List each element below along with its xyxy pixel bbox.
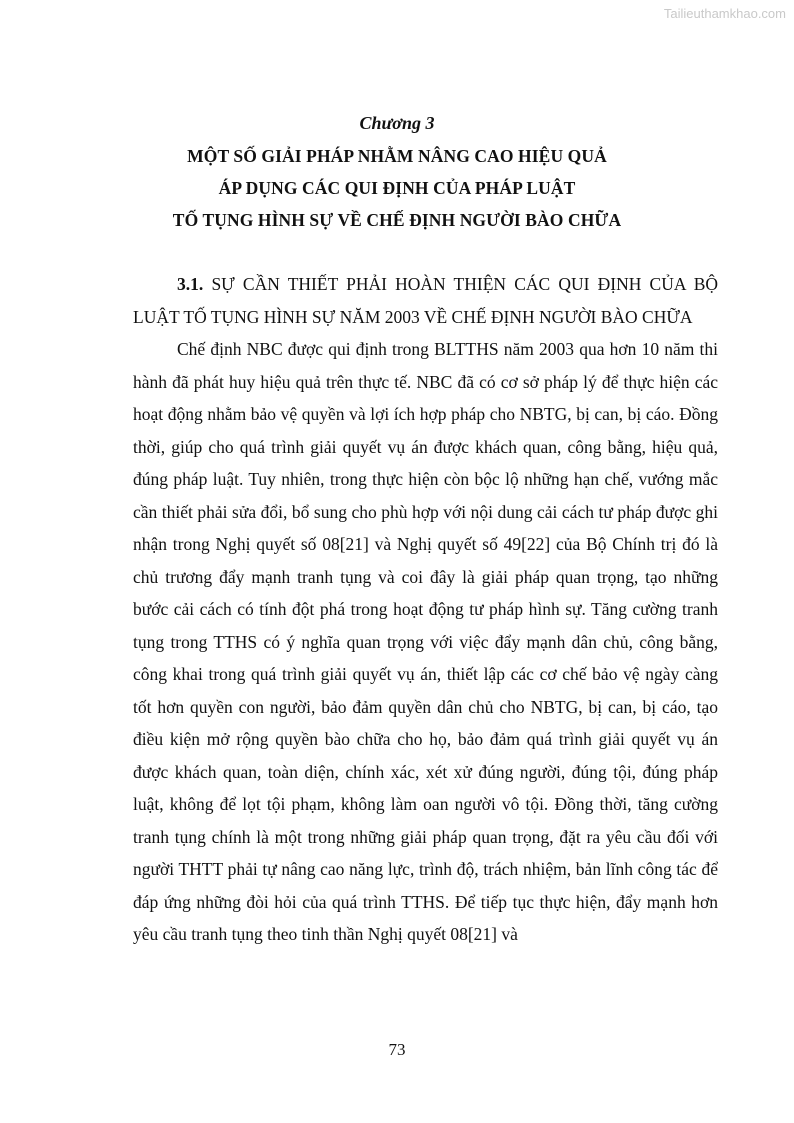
chapter-title-line-3: TỐ TỤNG HÌNH SỰ VỀ CHẾ ĐỊNH NGƯỜI BÀO CHỮA	[172, 210, 622, 230]
chapter-label: Chương 3	[359, 113, 435, 133]
chapter-title-line-2: ÁP DỤNG CÁC QUI ĐỊNH CỦA PHÁP LUẬT	[218, 178, 576, 198]
chapter-title-line-1: MỘT SỐ GIẢI PHÁP NHẰM NÂNG CAO HIỆU QUẢ	[187, 146, 607, 166]
watermark-text: Tailieuthamkhao.com	[663, 6, 786, 21]
section-heading	[133, 268, 718, 333]
section-heading-text: SỰ CẦN THIẾT PHẢI HOÀN THIỆN CÁC QUI ĐỊNH CỦA BỘ LUẬT TỐ TỤNG HÌNH SỰ NĂM 2003 VỀ CHẾ ĐỊNH NGƯỜI BÀO CHỮA	[133, 274, 719, 327]
section-number: 3.1.	[177, 274, 204, 294]
page-number: 73	[388, 1040, 406, 1059]
body-paragraph: Chế định NBC được qui định trong BLTTHS năm 2003 qua hơn 10 năm thi hành đã phát huy hiệu quả trên thực tế. NBC đã có cơ sở pháp lý để thực hiện các hoạt động nhằm bảo vệ quyền và lợi ích hợp pháp cho NBTG, bị can, bị cáo. Đồng thời, giúp cho quá trình giải quyết vụ án được khách quan, công bằng, hiệu quả, đúng pháp luật. Tuy nhiên, trong thực hiện còn bộc lộ những hạn chế, vướng mắc cần thiết phải sửa đổi, bổ sung cho phù hợp với nội dung cải cách tư pháp được ghi nhận trong Nghị quyết số 08[21] và Nghị quyết số 49[22] của Bộ Chính trị đó là chủ trương đẩy mạnh tranh tụng và coi đây là giải pháp quan trọng, tạo những bước cải cách có tính đột phá trong hoạt động tư pháp hình sự. Tăng cường tranh tụng trong TTHS có ý nghĩa quan trọng với việc đẩy mạnh dân chủ, công bằng, công khai trong quá trình giải quyết vụ án, thiết lập các cơ chế bảo vệ ngày càng tốt hơn quyền con người, bảo đảm quyền dân chủ cho NBTG, bị can, bị cáo, tạo điều kiện mở rộng quyền bào chữa cho họ, bảo đảm quá trình giải quyết vụ án được khách quan, toàn diện, chính xác, xét xử đúng người, đúng tội, đúng pháp luật, không để lọt tội phạm, không làm oan người vô tội. Đồng thời, tăng cường tranh tụng chính là một trong những giải pháp quan trọng, đặt ra yêu cầu đối với người THTT phải tự nâng cao năng lực, trình độ, trách nhiệm, bản lĩnh công tác để đáp ứng những đòi hỏi của quá trình TTHS. Để tiếp tục thực hiện, đẩy mạnh hơn yêu cầu tranh tụng theo tinh thần Nghị quyết 08[21] và	[133, 339, 718, 944]
